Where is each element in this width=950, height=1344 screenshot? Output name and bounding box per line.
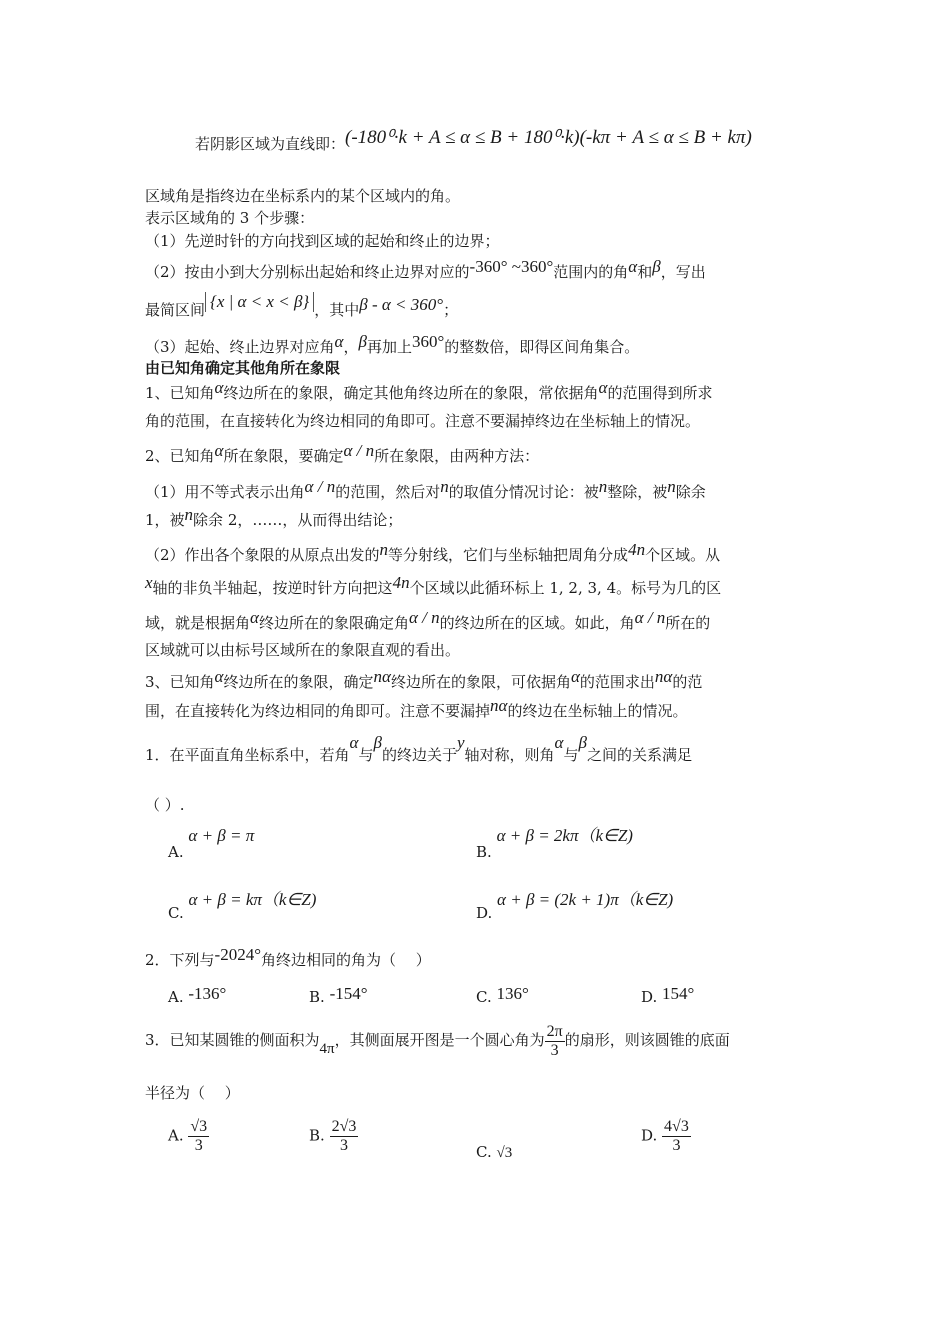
- option-label: A.: [168, 1126, 184, 1145]
- q1-option-a[interactable]: [168, 826, 255, 861]
- step3-text-c: 再加上: [366, 338, 412, 356]
- step-3: [145, 332, 640, 357]
- m2-alpha-over-n2: α / n: [634, 608, 666, 627]
- step3-360: 360°: [411, 332, 445, 351]
- m1-n3: n: [667, 477, 676, 496]
- q1-alpha: α: [349, 733, 359, 752]
- q1-beta2: β: [578, 733, 587, 752]
- para-1-line-2: 角的范围，在直接转化为终边相同的角即可。注意不要漏掉终边在坐标轴上的情况。: [145, 412, 701, 430]
- option-label: B.: [309, 988, 325, 1006]
- m1-text-b: 的范围，然后对: [335, 483, 441, 501]
- step3-alpha: α: [334, 332, 344, 351]
- step2-range: -360° ~360°: [469, 257, 554, 276]
- q1-option-d[interactable]: [476, 890, 674, 922]
- option-value: -154°: [329, 984, 368, 1003]
- para-2: [145, 441, 540, 466]
- q2-option-c[interactable]: [476, 984, 529, 1004]
- m2-text-d: 轴的非负半轴起，按逆时针方向把这: [152, 579, 393, 597]
- step-2-line-1: [145, 257, 706, 282]
- m1-alpha-over-n: α / n: [304, 477, 336, 496]
- fraction-denominator: 3: [550, 1041, 559, 1059]
- fraction-numerator: 4√3: [664, 1118, 689, 1135]
- m1-text-a: （1）用不等式表示出角: [145, 483, 305, 501]
- fraction-numerator: √3: [190, 1118, 208, 1135]
- p3-text-b: 终边所在的象限，确定: [223, 673, 374, 691]
- m1-n: n: [440, 477, 449, 496]
- step2-cond: β - α < 360°: [359, 295, 444, 314]
- option-value: α + β = 2kπ（k∈Z): [496, 826, 633, 845]
- p3-text-e: 的范: [672, 673, 703, 691]
- para-3-line-2: [145, 696, 688, 721]
- m2-text-g: 终边所在的象限确定角: [258, 614, 409, 632]
- step3-text-b: ，: [343, 338, 359, 356]
- p2-text-b: 所在象限，要确定: [223, 447, 344, 465]
- question-2-stem: [145, 945, 431, 970]
- p1-alpha: α: [214, 378, 224, 397]
- option-label: C.: [476, 988, 492, 1006]
- q2-option-d[interactable]: [641, 984, 694, 1004]
- fraction-numerator: 2√3: [331, 1118, 357, 1135]
- m2-alpha: α: [250, 608, 259, 627]
- option-value: 154°: [662, 984, 695, 1003]
- step2-text-b: 范围内的角: [553, 263, 629, 281]
- m2-text-h: 的终边所在的区域。如此，角: [439, 614, 635, 632]
- para-1-line-1: [145, 378, 713, 403]
- p3-alpha2: α: [570, 667, 580, 686]
- step3-text-a: （3）起始、终止边界对应角: [145, 338, 335, 356]
- q2-option-a[interactable]: [168, 984, 226, 1004]
- p3-alpha: α: [214, 667, 224, 686]
- m1-text-c: 的取值分情况讨论：被: [448, 483, 599, 501]
- option-label: D.: [641, 988, 658, 1006]
- q3-text-c: 的扇形，则该圆锥的底面: [564, 1031, 730, 1049]
- step2-text-f: ，其中: [314, 301, 360, 319]
- m2-alpha-over-n: α / n: [408, 608, 440, 627]
- q2-angle: -2024°: [214, 945, 262, 964]
- p2-text-c: 所在象限，由两种方法：: [374, 447, 540, 465]
- q3-option-b[interactable]: [309, 1118, 358, 1155]
- step2-alpha: α: [628, 257, 638, 276]
- method-2-line-3: [145, 608, 711, 633]
- option-fraction: [188, 1118, 209, 1155]
- step2-text-g: ；: [443, 301, 459, 319]
- question-1-stem: [145, 733, 692, 765]
- p2-text-a: 2、已知角: [145, 447, 215, 465]
- m2-4n2: 4n: [392, 573, 410, 592]
- option-value: α + β = π: [188, 826, 255, 845]
- m2-x: x: [145, 573, 153, 592]
- step-1: （1）先逆时针的方向找到区域的起始和终止的边界；: [145, 232, 500, 250]
- option-value: α + β = (2k + 1)π（k∈Z): [497, 890, 674, 909]
- q1-text-e: 与: [563, 746, 579, 764]
- shaded-line-label: 若阴影区域为直线即：: [195, 135, 346, 153]
- q1-option-c[interactable]: [168, 890, 317, 922]
- p1-alpha2: α: [598, 378, 608, 397]
- option-value: √3: [496, 1145, 513, 1161]
- p3-text-d: 的范围求出: [579, 673, 655, 691]
- method-2-line-2: [145, 573, 722, 598]
- m1-text-f: 1，被: [145, 511, 185, 529]
- option-value: 136°: [496, 984, 529, 1003]
- q3-option-c[interactable]: [476, 1142, 512, 1163]
- option-fraction: [662, 1118, 691, 1155]
- step-2-line-2: [145, 292, 459, 320]
- m2-n: n: [379, 540, 389, 559]
- question-3-stem-2: 半径为（ ）: [145, 1084, 240, 1102]
- step2-text-c: 和: [637, 263, 653, 281]
- q1-beta: β: [373, 733, 382, 752]
- p3-n-alpha3: nα: [490, 696, 508, 715]
- option-label: B.: [309, 1126, 325, 1145]
- section-heading: 由已知角确定其他角所在象限: [145, 359, 341, 377]
- p3-text-a: 3、已知角: [145, 673, 215, 691]
- fraction-denominator: 3: [672, 1137, 681, 1154]
- step2-beta: β: [652, 257, 661, 276]
- option-label: C.: [168, 904, 184, 922]
- q1-y: y: [456, 733, 465, 752]
- step3-beta: β: [358, 332, 367, 351]
- step2-text-a: （2）按由小到大分别标出起始和终止边界对应的: [145, 263, 470, 281]
- p1-text-a: 1、已知角: [145, 384, 215, 402]
- option-label: A.: [168, 988, 184, 1006]
- m1-n2: n: [598, 477, 608, 496]
- q2-text-b: 角终边相同的角为（ ）: [261, 951, 431, 969]
- q1-text-a: 1．在平面直角坐标系中，若角: [145, 746, 350, 764]
- m2-text-b: 等分射线，它们与坐标轴把周角分成: [388, 546, 629, 564]
- option-value: -136°: [188, 984, 227, 1003]
- option-fraction: [330, 1118, 359, 1155]
- step2-set: {x | α < x < β}: [205, 292, 314, 312]
- step3-text-d: 的整数倍，即得区间角集合。: [444, 338, 640, 356]
- p3-n-alpha2: nα: [654, 667, 673, 686]
- m1-n4: n: [184, 505, 194, 524]
- p3-n-alpha: nα: [373, 667, 391, 686]
- fraction-numerator: 2π: [546, 1022, 563, 1040]
- shaded-line-row: [195, 127, 752, 154]
- m2-text-a: （2）作出各个象限的从原点出发的: [145, 546, 380, 564]
- option-label: B.: [476, 843, 492, 861]
- option-label: D.: [476, 904, 493, 922]
- m2-text-f: 域，就是根据角: [145, 614, 251, 632]
- step2-text-d: ，写出: [660, 263, 706, 281]
- m2-text-i: 所在的: [665, 614, 711, 632]
- option-label: C.: [476, 1143, 492, 1161]
- q2-option-b[interactable]: [309, 984, 368, 1004]
- m2-text-e: 个区域以此循环标上 1, 2, 3, 4。标号为几的区: [409, 579, 722, 597]
- m2-4n: 4n: [628, 540, 646, 559]
- region-def: 区域角是指终边在坐标系内的某个区域内的角。: [145, 187, 461, 205]
- q1-alpha2: α: [554, 733, 564, 752]
- p3-text-f: 围，在直接转化为终边相同的角即可。注意不要漏掉: [145, 702, 491, 720]
- method-2-line-4: 区域就可以由标号区域所在的象限直观的看出。: [145, 641, 461, 659]
- p2-alpha-over-n: α / n: [343, 441, 375, 460]
- fraction-denominator: 3: [194, 1137, 203, 1154]
- q1-text-f: 之间的关系满足: [586, 746, 692, 764]
- shaded-line-formula: (-180⁰·k + A ≤ α ≤ B + 180⁰·k)(-kπ + A ≤ α ≤ B + kπ): [345, 127, 752, 148]
- m2-text-c: 个区域。从: [645, 546, 721, 564]
- step2-text-e: 最简区间: [145, 301, 206, 319]
- question-1-paren: （ ）.: [145, 796, 185, 814]
- q3-text-b: ，其侧面展开图是一个圆心角为: [334, 1031, 545, 1049]
- q1-text-b: 与: [358, 746, 374, 764]
- option-label: A.: [168, 843, 184, 861]
- fraction-denominator: 3: [339, 1137, 348, 1154]
- p3-text-c: 终边所在的象限，可依据角: [390, 673, 571, 691]
- para-3-line-1: [145, 667, 703, 692]
- q2-text-a: 2．下列与: [145, 951, 215, 969]
- steps-intro: 表示区域角的 3 个步骤：: [145, 209, 315, 227]
- q3-text-a: 3．已知某圆锥的侧面积为: [145, 1031, 320, 1049]
- option-label: D.: [641, 1126, 658, 1145]
- p2-alpha: α: [214, 441, 224, 460]
- p1-text-b: 终边所在的象限，确定其他角终边所在的象限，常依据角: [223, 384, 599, 402]
- option-value: α + β = kπ（k∈Z): [188, 890, 317, 909]
- method-1-line-1: [145, 477, 706, 502]
- q3-option-a[interactable]: [168, 1118, 209, 1155]
- q3-area: 4π: [319, 1041, 335, 1057]
- m1-text-d: 整除，被: [607, 483, 668, 501]
- p3-text-g: 的终边在坐标轴上的情况。: [507, 702, 688, 720]
- method-1-line-2: [145, 505, 403, 530]
- m1-text-g: 除余 2，……，从而得出结论；: [193, 511, 403, 529]
- q3-angle-fraction: [545, 1023, 565, 1060]
- question-3-stem: [145, 1020, 730, 1061]
- q1-text-d: 轴对称，则角: [464, 746, 555, 764]
- q3-option-d[interactable]: [641, 1118, 691, 1155]
- m1-text-e: 除余: [675, 483, 706, 501]
- q1-option-b[interactable]: [476, 826, 633, 861]
- method-2-line-1: [145, 540, 721, 565]
- p1-text-c: 的范围得到所求: [607, 384, 713, 402]
- q1-text-c: 的终边关于: [381, 746, 457, 764]
